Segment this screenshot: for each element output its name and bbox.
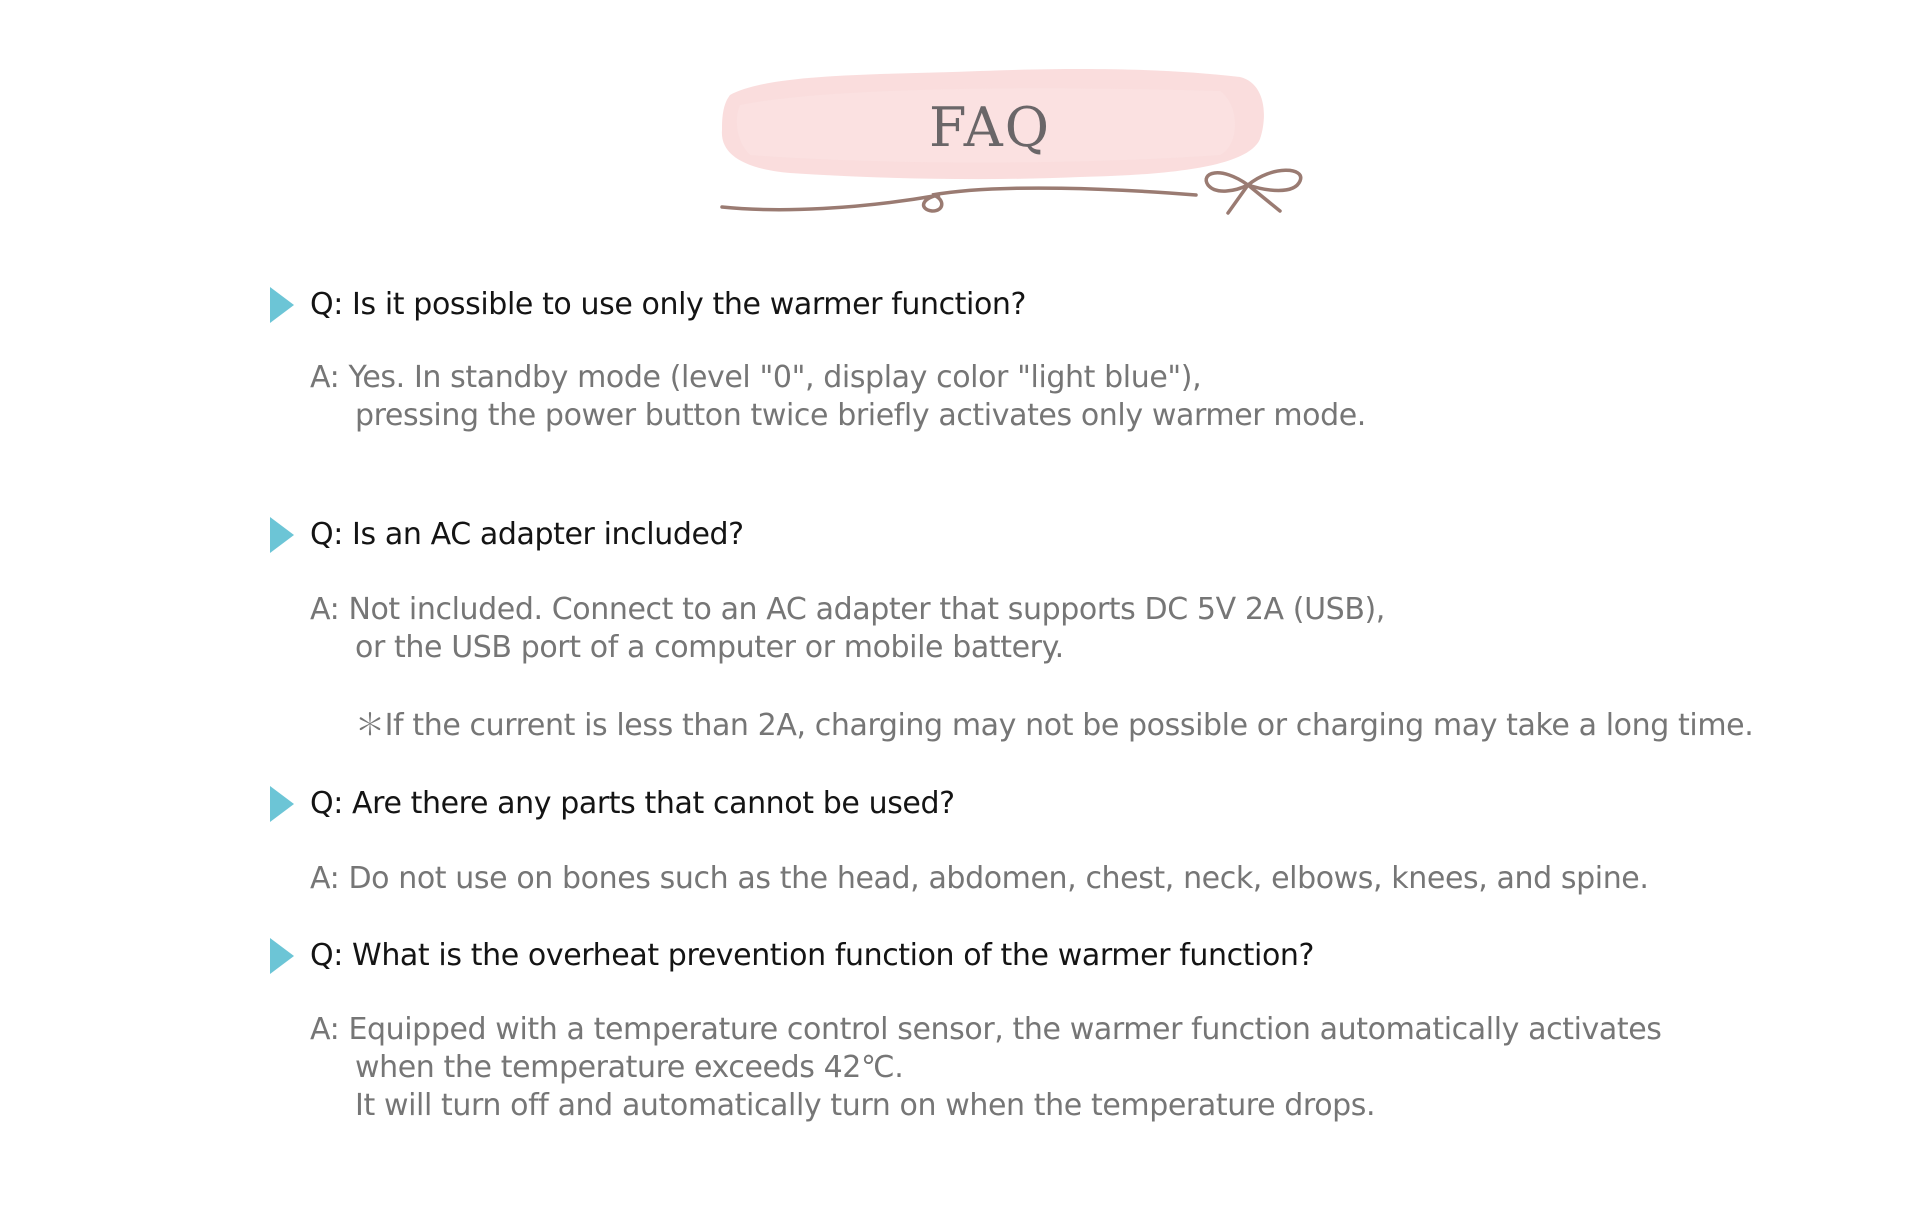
answer-line: It will turn off and automatically turn on when the temperature drops. [355,1088,1376,1123]
question-text: Q: Is an AC adapter included? [310,517,744,552]
answer-block [310,1011,1662,1125]
answer-block [310,860,1649,898]
answer-line: or the USB port of a computer or mobile battery. [355,630,1064,665]
triangle-marker-icon [270,938,294,974]
answer-block [310,591,1385,667]
answer-block [310,359,1366,435]
question-text: Q: What is the overheat prevention function of the warmer function? [310,938,1315,973]
answer-line: A: Not included. Connect to an AC adapter that supports DC 5V 2A (USB), [310,592,1385,627]
answer-line: A: Equipped with a temperature control sensor, the warmer function automatically activates [310,1012,1662,1047]
answer-note: ＊If the current is less than 2A, charging may not be possible or charging may take a long time. [355,708,1754,743]
question-text: Q: Are there any parts that cannot be used? [310,786,955,821]
triangle-marker-icon [270,287,294,323]
answer-line: A: Yes. In standby mode (level "0", display color "light blue"), [310,360,1202,395]
ribbon-bow-icon [1206,170,1300,213]
answer-line: when the temperature exceeds 42℃. [355,1050,904,1085]
faq-header [700,55,1340,235]
question-text: Q: Is it possible to use only the warmer function? [310,287,1027,322]
page-title: FAQ [928,96,1052,159]
triangle-marker-icon [270,786,294,822]
answer-line: pressing the power button twice briefly activates only warmer mode. [355,398,1366,433]
triangle-marker-icon [270,517,294,553]
wavy-underline [722,188,1196,211]
answer-line: A: Do not use on bones such as the head, abdomen, chest, neck, elbows, knees, and spine. [310,861,1649,896]
